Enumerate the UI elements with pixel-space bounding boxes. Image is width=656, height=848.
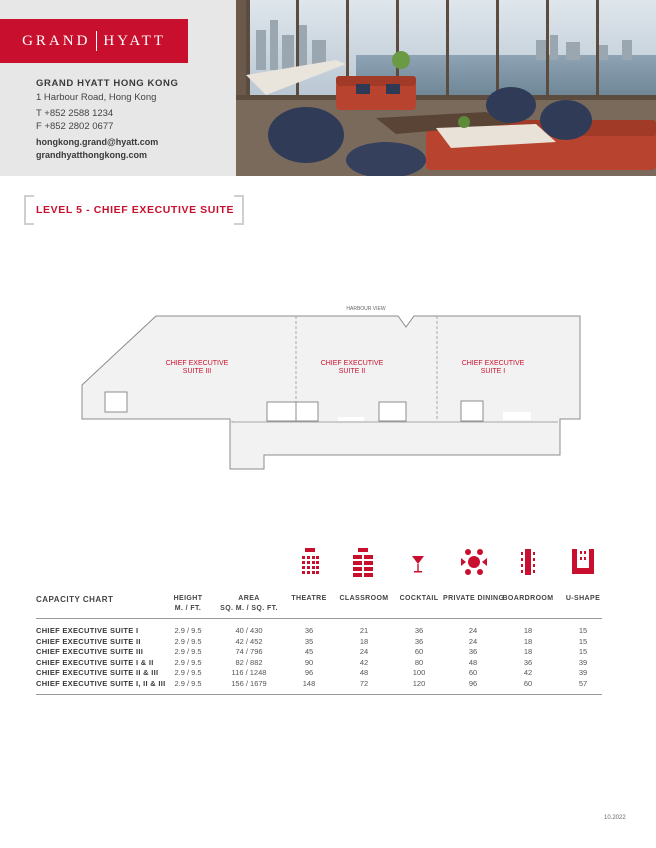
cell-name: CHIEF EXECUTIVE SUITE I, II & III [36,678,166,688]
column-box-3 [296,402,318,421]
cell-name: CHIEF EXECUTIVE SUITE III [36,647,144,656]
cell-height: 2.9 / 9.5 [174,647,202,656]
cell-classroom: 72 [359,678,369,688]
floor-plan-drawing [0,300,656,480]
cell-cocktail: 60 [414,647,424,656]
header-info-panel [0,0,236,176]
col-head-theatre: THEATRE [291,595,327,602]
cell-height: 2.9 / 9.5 [174,668,202,677]
hotel-address: 1 Harbour Road, Hong Kong [36,92,157,103]
cell-private-dining: 24 [468,626,478,635]
hotel-phone: T +852 2588 1234 [36,108,114,119]
theatre-icon [300,546,320,578]
capacity-chart-title: CAPACITY CHART [36,595,114,604]
column-box-4 [379,402,406,421]
logo-text-right: HYATT [103,32,166,49]
boardroom-icon [520,546,536,578]
cell-area: 116 / 1248 [231,668,267,677]
cell-classroom: 48 [359,668,369,677]
floor-plan [0,300,656,480]
logo-text-left: GRAND [22,32,91,49]
cell-theatre: 35 [304,636,314,646]
level-title: LEVEL 5 - CHIEF EXECUTIVE SUITE [36,204,235,216]
table-header-divider [36,618,602,619]
cell-boardroom: 18 [523,647,533,656]
title-bracket-left [24,195,34,225]
cell-ushape: 15 [578,647,588,656]
cell-ushape: 15 [578,636,588,646]
cell-area: 40 / 430 [235,626,263,635]
hotel-email-link[interactable]: hongkong.grand@hyatt.com [36,137,159,147]
col-head-cocktail: COCKTAIL [399,595,439,602]
cell-classroom: 24 [359,647,369,656]
col-head-boardroom: BOARDROOM [502,595,554,602]
cell-height: 2.9 / 9.5 [174,657,202,667]
cell-classroom: 18 [359,636,369,646]
logo-divider [96,31,97,51]
col-head-area-unit: SQ. M. / SQ. FT. [220,605,278,612]
column-box-2 [267,402,296,421]
title-bracket-right [234,195,244,225]
cell-height: 2.9 / 9.5 [174,678,202,688]
cell-ushape: 39 [578,668,588,677]
col-head-height-unit: M. / FT. [174,605,202,612]
cell-private-dining: 24 [468,636,478,646]
cell-theatre: 90 [304,657,314,667]
cell-area: 156 / 1679 [231,678,267,688]
room-label-suite-ii-line2: SUITE II [338,368,366,375]
cell-theatre: 36 [304,626,314,635]
cell-classroom: 21 [359,626,369,635]
col-head-area: AREA [238,595,260,602]
col-head-height: HEIGHT [173,595,203,602]
lounge-photo-illustration [236,0,656,176]
cell-height: 2.9 / 9.5 [174,636,202,646]
cell-private-dining: 36 [468,647,478,656]
door-gap-2 [503,412,531,420]
room-label-suite-iii-line1: CHIEF EXECUTIVE [165,360,229,367]
u-shape-icon [569,546,597,578]
private-dining-icon [458,546,490,578]
classroom-icon [352,546,374,578]
cell-theatre: 45 [304,647,314,656]
cell-area: 42 / 452 [235,636,263,646]
cell-cocktail: 100 [412,668,426,677]
cell-private-dining: 60 [468,668,478,677]
column-box-1 [105,392,127,412]
col-head-u-shape: U-SHAPE [565,595,601,602]
cell-theatre: 96 [304,668,314,677]
cell-area: 74 / 796 [235,647,263,656]
level-title-frame [24,195,244,225]
room-label-suite-ii-line1: CHIEF EXECUTIVE [320,360,384,367]
grand-hyatt-logo [0,19,188,63]
hotel-website-link[interactable]: grandhyatthongkong.com [36,150,147,160]
floor-plan-outline [82,316,580,469]
cell-boardroom: 60 [523,678,533,688]
table-row [0,637,656,648]
cell-ushape: 15 [578,626,588,635]
col-head-classroom: CLASSROOM [339,595,389,602]
cocktail-icon [410,546,426,578]
cell-name: CHIEF EXECUTIVE SUITE I [36,626,139,635]
harbour-view-label: HARBOUR VIEW [346,306,386,312]
cell-boardroom: 18 [523,636,533,646]
column-box-5 [461,401,483,421]
cell-area: 82 / 882 [235,657,263,667]
table-row [0,668,656,679]
cell-boardroom: 42 [523,668,533,677]
table-footer-divider [36,694,602,695]
cell-name: CHIEF EXECUTIVE SUITE II [36,636,141,646]
cell-cocktail: 36 [414,636,424,646]
cell-private-dining: 96 [468,678,478,688]
door-gap-1 [338,417,364,421]
cell-ushape: 39 [578,657,588,667]
table-row [0,679,656,690]
hotel-fax: F +852 2802 0677 [36,121,114,132]
lounge-photo [236,0,656,176]
table-row [0,647,656,658]
cell-boardroom: 36 [523,657,533,667]
hotel-name: GRAND HYATT HONG KONG [36,78,179,89]
room-label-suite-i-line1: CHIEF EXECUTIVE [461,360,525,367]
cell-classroom: 42 [359,657,369,667]
room-label-suite-iii-line2: SUITE III [182,368,212,375]
document-date: 10.2022 [604,815,626,821]
cell-cocktail: 36 [414,626,424,635]
cell-theatre: 148 [302,678,316,688]
cell-name: CHIEF EXECUTIVE SUITE I & II [36,657,154,667]
room-label-suite-i-line2: SUITE I [480,368,506,375]
col-head-private-dining: PRIVATE DINING [443,595,505,602]
cell-ushape: 57 [578,678,588,688]
table-row [0,658,656,669]
cell-height: 2.9 / 9.5 [174,626,202,635]
table-row [0,626,656,637]
cell-cocktail: 120 [412,678,426,688]
cell-private-dining: 48 [468,657,478,667]
cell-cocktail: 80 [414,657,424,667]
cell-boardroom: 18 [523,626,533,635]
cell-name: CHIEF EXECUTIVE SUITE II & III [36,668,159,677]
